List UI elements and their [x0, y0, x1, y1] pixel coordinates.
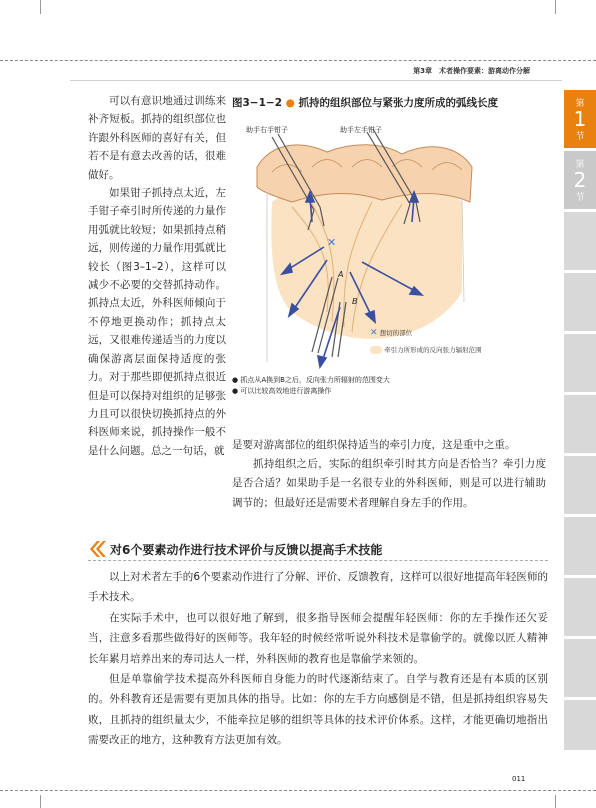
paragraph: 是要对游离部位的组织保持适当的牵引力度，这是重中之重。: [232, 439, 516, 451]
figure-number: 图3−1−2: [232, 97, 283, 109]
cut-mark: ✕: [327, 236, 337, 249]
tab-section-2[interactable]: [564, 151, 596, 212]
tab-prefix: 第: [575, 99, 585, 109]
crop-mark-top: [555, 0, 556, 14]
figure-note: ● 抓点从A换到B之后，反向张力所辐射的范围变大: [232, 376, 390, 384]
left-forceps-label: 助手左手钳子: [340, 126, 382, 134]
tab-section-1[interactable]: [564, 90, 596, 151]
tab-empty: [564, 395, 596, 456]
trim-line-top: [0, 60, 596, 61]
figure-notes: [232, 375, 390, 397]
tab-empty: [564, 700, 596, 753]
tab-empty: [564, 517, 596, 578]
tab-number: 2: [573, 168, 587, 192]
paragraph: 在实际手术中，也可以很好地了解到，很多指导医师会提醒年轻医师：你的左手操作还欠妥当，注意多看那些做得好的医师等。我年轻的时候经常听说外科技术是靠偷学的。就像以匠人精神长年累月培养出来的寿司达人一样，外科医师的教育也是靠偷学来领的。: [88, 611, 548, 665]
tab-empty: [564, 456, 596, 517]
running-header: 第3章 术者操作要素：游离动作分解: [413, 67, 530, 75]
crop-mark-bottom: [40, 795, 41, 808]
page-number: 011: [512, 775, 526, 783]
tab-empty: [564, 334, 596, 395]
cut-symbol: ✕: [370, 328, 378, 338]
paragraph: 以上对术者左手的6个要素动作进行了分解、评价、反馈教育，这样可以很好地提高年轻医师的手术技术。: [88, 571, 548, 604]
section-heading: [88, 538, 548, 561]
tab-empty: [564, 578, 596, 639]
paragraph: 但是单靠偷学技术提高外科医师自身能力的时代逐渐结束了。自学与教育还是有本质的区别的。外科教育还是需要有更加具体的指导。比如：你的左手方向感倒是不错，但是抓持组织容易失败，且抓持的组织量太少，不能牵拉足够的组织等具体的技术评价体系。这样，才能更确切地指出需要改正的地方，这种教育方法更加有效。: [88, 673, 548, 747]
section-body: [88, 567, 548, 751]
legend-cut: [370, 328, 412, 338]
figure-title: [232, 95, 498, 110]
section-title: 对6个要素动作进行技术评价与反馈以提高手术技能: [110, 543, 383, 557]
tab-prefix: 第: [575, 160, 585, 170]
figure-note: ● 可以比较高效地进行游离操作: [232, 387, 332, 395]
legend-area: [370, 345, 482, 354]
title-dot: ●: [285, 97, 295, 109]
figure-caption: 抓持的组织部位与紧张力度所成的弧线长度: [298, 97, 498, 109]
crop-mark-bottom: [555, 795, 556, 808]
tab-number: 1: [573, 107, 587, 131]
right-forceps-label: 助手右手钳子: [246, 126, 288, 134]
crop-mark-top: [40, 0, 41, 14]
legend-area-swatch: [370, 346, 382, 354]
header-rule: [70, 80, 562, 81]
double-chevron-icon: [88, 540, 106, 558]
left-column-text: [88, 92, 226, 460]
trim-line-bottom: [0, 790, 596, 791]
point-b-label: B: [352, 297, 358, 306]
paragraph: 可以有意识地通过训练来补齐短板。抓持的组织部位也许跟外科医师的喜好有关，但若不是有意去改善的话，很难做好。: [88, 95, 226, 181]
tab-empty: [564, 639, 596, 700]
paragraph: 抓持组织之后，实际的组织牵引时其方向是否恰当？牵引力度是否合适？如果助手是一名很专业的外科医师，则是可以进行辅助调节的；但最好还是需要术者理解自身左手的作用。: [232, 458, 546, 509]
legend-area-label: 牵引力所形成的反向张力辐射范围: [384, 346, 482, 354]
legend-cut-label: 想切的部位: [379, 329, 413, 337]
tab-empty: [564, 212, 596, 273]
tab-suffix: 节: [575, 132, 585, 142]
tab-suffix: 节: [575, 193, 585, 203]
tab-empty: [564, 273, 596, 334]
point-a-label: A: [338, 270, 344, 279]
right-column-text: [232, 436, 546, 513]
paragraph: 如果钳子抓持点太近，左手钳子牵引时所传递的力量作用弧就比较短；如果抓持点稍远，则传递的力量作用弧就比较长（图3–1–2），这样可以减少不必要的交替抓持动作。抓持点太近，外科医师倾向于不停地更换动作；抓持点太远，又很难传递适当的力度以确保游离层面保持适度的张力。对于那些即便抓持点很近但是可以保持对组织的足够张力且可以很快切换抓持点的外科医师来说，抓持操作一般不是什么问题。总之一句话，就: [88, 187, 226, 457]
surgical-illustration: [232, 112, 482, 372]
